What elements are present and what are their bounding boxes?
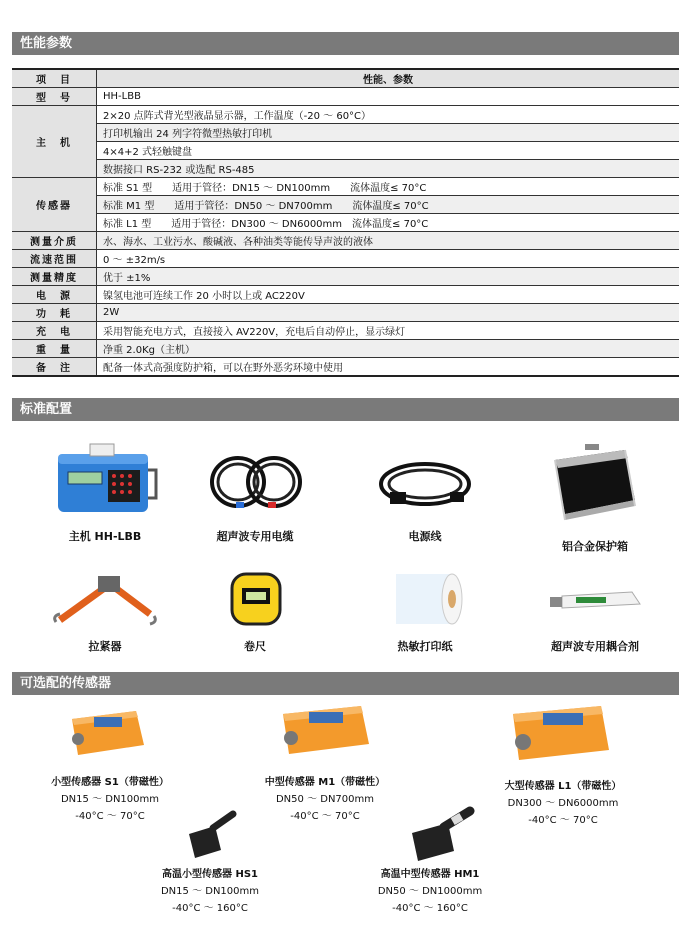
section-header-optional: 可选配的传感器 xyxy=(12,672,679,695)
item-caption: 卷尺 xyxy=(244,640,266,653)
aluminum-case-icon xyxy=(540,440,650,530)
table-row xyxy=(12,196,679,214)
row-value: 数据接口 RS-232 或选配 RS-485 xyxy=(97,160,680,178)
table-header-item: 项 目 xyxy=(12,69,97,88)
sensor-m1-info xyxy=(240,774,410,825)
table-row xyxy=(12,304,679,322)
sensor-title: 高温中型传感器 HM1 xyxy=(380,869,480,880)
spec-table xyxy=(12,68,679,377)
row-key-accuracy: 测量精度 xyxy=(12,268,97,286)
row-key-medium: 测量介质 xyxy=(12,232,97,250)
sensor-s1-icon xyxy=(66,705,150,759)
row-value: 配备一体式高强度防护箱，可以在野外恶劣环境中使用 xyxy=(97,358,680,377)
sensor-temp: -40°C ～ 70°C xyxy=(528,815,598,826)
sensor-hm1-icon xyxy=(408,805,482,865)
row-key-sensor: 传感器 xyxy=(12,178,97,232)
item-host xyxy=(40,440,170,544)
couplant-tube-icon xyxy=(540,570,650,630)
table-row xyxy=(12,268,679,286)
table-row xyxy=(12,322,679,340)
table-header-row xyxy=(12,69,679,88)
table-row xyxy=(12,142,679,160)
row-value: 2×20 点阵式背光型液晶显示器，工作温度（-20 ～ 60°C） xyxy=(97,106,680,124)
sensor-temp: -40°C ～ 70°C xyxy=(75,811,145,822)
item-caption: 拉紧器 xyxy=(88,640,122,653)
coil-cable-icon xyxy=(200,440,310,520)
row-key-weight: 重 量 xyxy=(12,340,97,358)
item-caption: 主机 HH-LBB xyxy=(68,530,142,543)
sensor-temp: -40°C ～ 160°C xyxy=(172,903,248,914)
row-key-consumption: 功 耗 xyxy=(12,304,97,322)
row-value: 镍氢电池可连续工作 20 小时以上或 AC220V xyxy=(97,286,680,304)
sensor-title: 大型传感器 L1（带磁性） xyxy=(504,781,622,792)
sensor-title: 小型传感器 S1（带磁性） xyxy=(51,777,169,788)
table-row xyxy=(12,160,679,178)
row-value: 水、海水、工业污水、酸碱液、各种油类等能传导声波的液体 xyxy=(97,232,680,250)
table-row xyxy=(12,340,679,358)
item-strap xyxy=(40,570,170,654)
table-row xyxy=(12,358,679,377)
sensor-range: DN300 ～ DN6000mm xyxy=(507,798,619,809)
row-value: 打印机输出 24 列字符微型热敏打印机 xyxy=(97,124,680,142)
row-value: 标准 S1 型 适用于管径：DN15 ～ DN100mm 流体温度≤ 70°C xyxy=(97,178,680,196)
row-value: 标准 M1 型 适用于管径：DN50 ～ DN700mm 流体温度≤ 70°C xyxy=(97,196,680,214)
tape-measure-icon xyxy=(200,570,310,630)
sensor-range: DN50 ～ DN1000mm xyxy=(377,886,483,897)
sensor-range: DN50 ～ DN700mm xyxy=(275,794,374,805)
row-value: 采用智能充电方式，直接接入 AV220V，充电后自动停止，显示绿灯 xyxy=(97,322,680,340)
table-row xyxy=(12,178,679,196)
row-value: 4×4+2 式轻触键盘 xyxy=(97,142,680,160)
item-power-cord xyxy=(360,440,490,544)
item-caption: 超声波专用电缆 xyxy=(216,530,294,543)
row-value: 0 ～ ±32m/s xyxy=(97,250,680,268)
row-value: 优于 ±1% xyxy=(97,268,680,286)
item-paper xyxy=(360,570,490,654)
table-row xyxy=(12,124,679,142)
section-header-specs: 性能参数 xyxy=(12,32,679,55)
host-device-icon xyxy=(50,440,160,520)
row-key-charge: 充 电 xyxy=(12,322,97,340)
item-caption: 超声波专用耦合剂 xyxy=(551,640,639,653)
item-tape xyxy=(190,570,320,654)
row-key-host: 主 机 xyxy=(12,106,97,178)
row-key-remark: 备 注 xyxy=(12,358,97,377)
sensor-range: DN15 ～ DN100mm xyxy=(160,886,259,897)
sensor-hs1-info xyxy=(125,866,295,917)
table-row xyxy=(12,106,679,124)
sensor-l1-info xyxy=(478,778,648,829)
section-header-standard: 标准配置 xyxy=(12,398,679,421)
item-caption: 铝合金保护箱 xyxy=(562,540,628,553)
sensor-temp: -40°C ～ 70°C xyxy=(290,811,360,822)
table-row xyxy=(12,250,679,268)
item-caption: 电源线 xyxy=(408,530,442,543)
row-value: 净重 2.0Kg（主机） xyxy=(97,340,680,358)
item-couplant xyxy=(530,570,660,654)
table-row xyxy=(12,232,679,250)
row-key-flow: 流速范围 xyxy=(12,250,97,268)
sensor-hm1-info xyxy=(345,866,515,917)
table-row xyxy=(12,88,679,106)
thermal-paper-roll-icon xyxy=(370,570,480,630)
row-value: HH-LBB xyxy=(97,88,680,106)
sensor-range: DN15 ～ DN100mm xyxy=(60,794,159,805)
item-caption: 热敏打印纸 xyxy=(397,640,453,653)
row-value: 标准 L1 型 适用于管径：DN300 ～ DN6000mm 流体温度≤ 70°C xyxy=(97,214,680,232)
ratchet-strap-icon xyxy=(50,570,160,630)
sensor-title: 中型传感器 M1（带磁性） xyxy=(264,777,386,788)
sensor-m1-icon xyxy=(275,700,375,760)
sensor-s1-info xyxy=(25,774,195,825)
sensor-title: 高温小型传感器 HS1 xyxy=(161,869,258,880)
row-value: 2W xyxy=(97,304,680,322)
item-cable xyxy=(190,440,320,544)
table-header-params: 性能、参数 xyxy=(97,69,680,88)
sensor-temp: -40°C ～ 160°C xyxy=(392,903,468,914)
power-cord-icon xyxy=(370,440,480,520)
row-key-model: 型 号 xyxy=(12,88,97,106)
item-case xyxy=(530,440,660,554)
table-row xyxy=(12,214,679,232)
row-key-power: 电 源 xyxy=(12,286,97,304)
table-row xyxy=(12,286,679,304)
sensor-l1-icon xyxy=(505,700,615,766)
